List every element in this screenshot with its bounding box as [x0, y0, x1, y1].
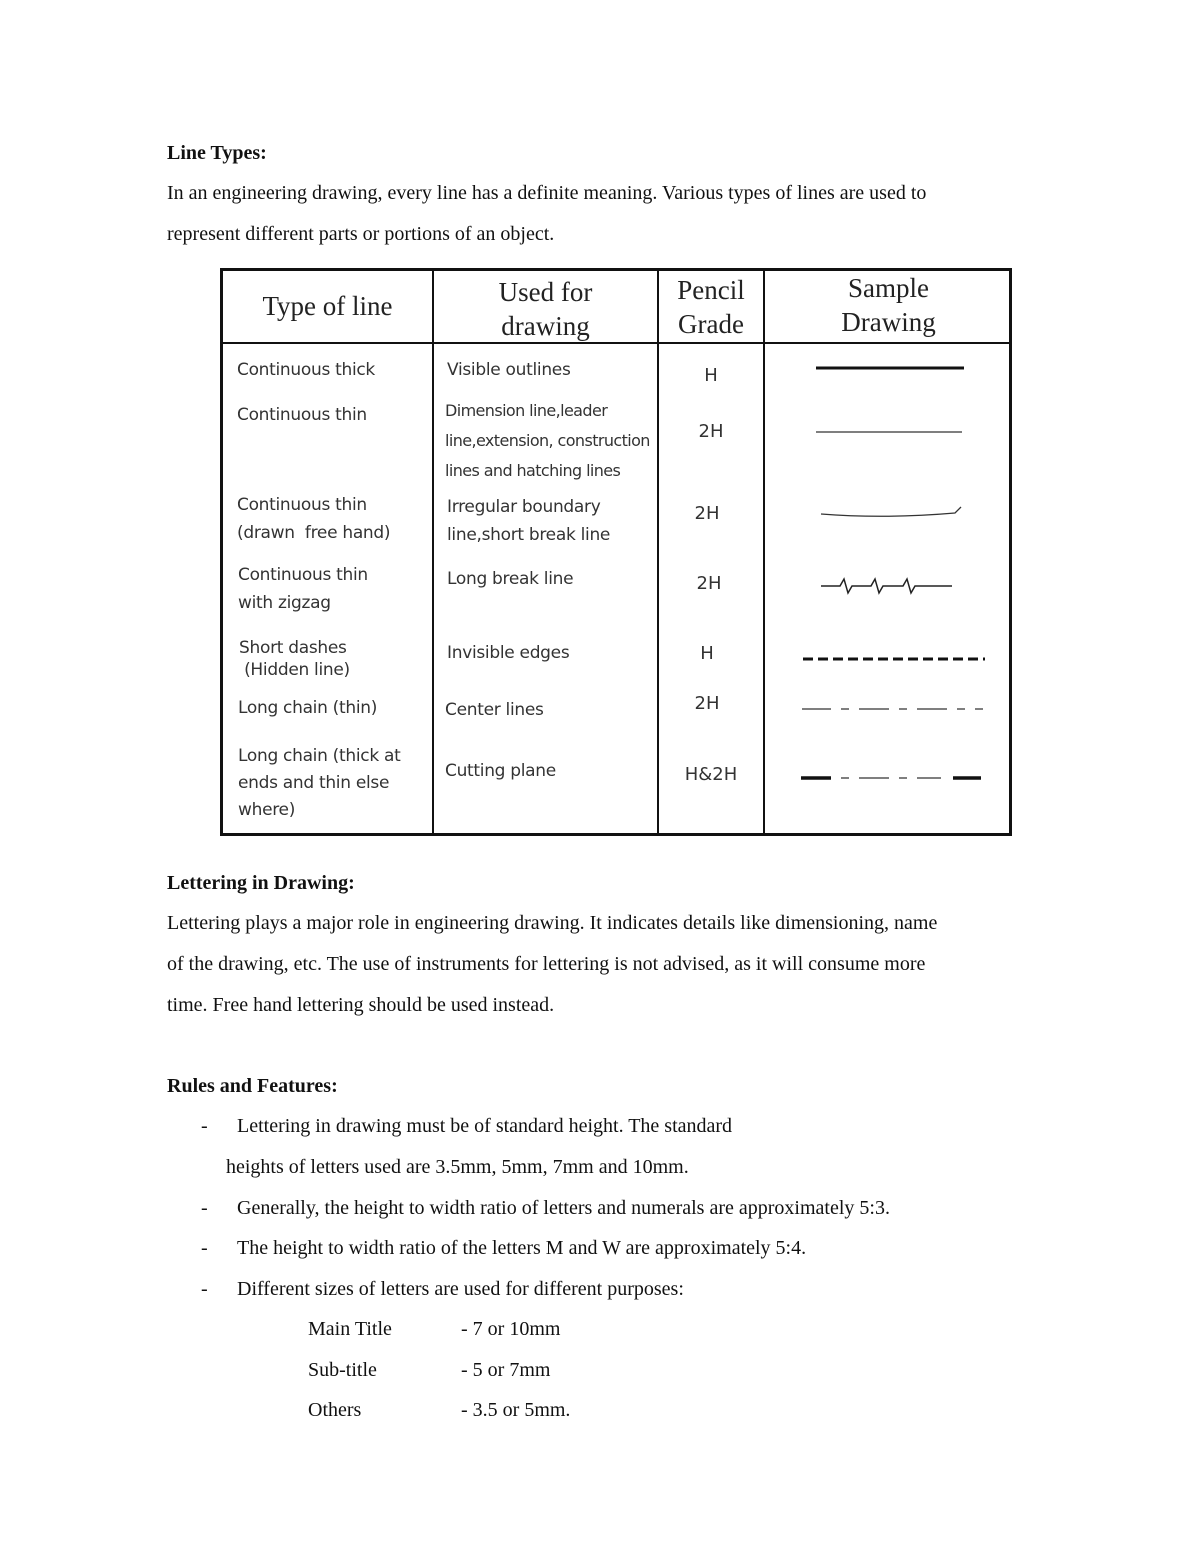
- rule-1-line-1: Lettering in drawing must be of standard height. The standard: [237, 1115, 733, 1137]
- row-type-text: where): [238, 800, 296, 820]
- size-value-sub-title: - 5 or 7mm: [461, 1359, 551, 1381]
- bullet: -: [201, 1115, 208, 1137]
- size-value-others: - 3.5 or 5mm.: [461, 1399, 571, 1421]
- header-used-line-1: Used for: [498, 277, 593, 307]
- row-type-text: Continuous thin: [238, 565, 368, 585]
- lettering-heading: Lettering in Drawing:: [167, 872, 355, 894]
- sample-drawings: [765, 344, 1012, 834]
- row-type-text: Long chain (thin): [238, 698, 378, 718]
- row-type-text: Continuous thick: [237, 360, 375, 380]
- row-type: [238, 694, 377, 722]
- rules-heading: Rules and Features:: [167, 1075, 338, 1097]
- size-value-main-title: - 7 or 10mm: [461, 1318, 561, 1340]
- header-pencil-grade: [659, 273, 763, 341]
- line-types-table: [220, 268, 1012, 836]
- row-type-text: Continuous thin: [237, 405, 367, 425]
- bullet: -: [201, 1237, 208, 1259]
- intro-line-2: represent different parts or portions of an object.: [167, 223, 555, 245]
- lettering-line-2: of the drawing, etc. The use of instruments for lettering is not advised, as it will consume more: [167, 953, 926, 975]
- row-grade: 2H: [694, 693, 720, 714]
- row-used: [445, 696, 544, 724]
- row-used-text: line,short break line: [447, 525, 611, 545]
- header-grade-line-1: Pencil: [677, 275, 745, 305]
- header-grade-line-2: Grade: [678, 309, 744, 339]
- lettering-line-1: Lettering plays a major role in engineering drawing. It indicates details like dimensioning, name: [167, 912, 938, 934]
- row-used-text: Irregular boundary: [447, 497, 601, 517]
- zigzag-line: [821, 579, 952, 593]
- row-type: [237, 401, 367, 429]
- row-used-text: Invisible edges: [447, 643, 570, 663]
- row-used-text: line,extension, construction: [445, 431, 650, 450]
- header-sample-line-2: Drawing: [841, 307, 936, 337]
- header-used-line-2: drawing: [501, 311, 590, 341]
- row-used: [445, 757, 556, 785]
- rule-4: Different sizes of letters are used for different purposes:: [237, 1278, 684, 1300]
- row-type-text: Continuous thin: [237, 495, 367, 515]
- row-used: [447, 493, 610, 549]
- header-sample-drawing: [765, 271, 1012, 339]
- freehand-line: [821, 507, 961, 516]
- bullet: -: [201, 1278, 208, 1300]
- row-type-text: Long chain (thick at: [238, 746, 401, 766]
- line-types-intro: [167, 173, 926, 255]
- row-grade: H: [704, 365, 718, 386]
- rule-3: The height to width ratio of the letters M and W are approximately 5:4.: [237, 1237, 807, 1259]
- row-type-text: with zigzag: [238, 593, 331, 613]
- row-type: [238, 743, 400, 824]
- row-type: [237, 356, 375, 384]
- row-type-text: (drawn free hand): [237, 523, 391, 543]
- intro-line-1: In an engineering drawing, every line has a definite meaning. Various types of lines are used to: [167, 182, 927, 204]
- rule-2: Generally, the height to width ratio of letters and numerals are approximately 5:3.: [237, 1197, 890, 1219]
- row-type-text: Short dashes: [239, 638, 347, 658]
- row-used: [447, 356, 571, 384]
- row-type: [237, 491, 390, 547]
- lettering-line-3: time. Free hand lettering should be used instead.: [167, 994, 555, 1016]
- column-divider: [432, 271, 434, 833]
- row-used-text: Visible outlines: [447, 360, 571, 380]
- row-used-text: lines and hatching lines: [445, 461, 621, 480]
- row-used-text: Cutting plane: [445, 761, 556, 781]
- row-used-text: Long break line: [447, 569, 574, 589]
- row-grade: 2H: [696, 573, 722, 594]
- line-types-heading: Line Types:: [167, 142, 267, 164]
- rule-1-line-2: heights of letters used are 3.5mm, 5mm, 7mm and 10mm.: [226, 1156, 689, 1178]
- lettering-paragraph: [167, 903, 937, 1026]
- row-type: [239, 637, 350, 681]
- row-used-text: Dimension line,leader: [445, 401, 608, 420]
- header-type-of-line: Type of line: [262, 291, 393, 321]
- row-grade: H: [700, 643, 714, 664]
- column-divider: [657, 271, 659, 833]
- size-label-main-title: Main Title: [308, 1318, 392, 1340]
- row-grade: H&2H: [684, 764, 738, 785]
- header-used-for-drawing: [434, 275, 657, 343]
- row-used: [447, 565, 573, 593]
- row-used: [447, 639, 569, 667]
- size-label-sub-title: Sub-title: [308, 1359, 377, 1381]
- row-grade: 2H: [698, 421, 724, 442]
- bullet: -: [201, 1197, 208, 1219]
- row-type: [238, 561, 368, 617]
- size-label-others: Others: [308, 1399, 362, 1421]
- row-grade: 2H: [694, 503, 720, 524]
- row-used: [445, 396, 650, 486]
- row-type-text: ends and thin else: [238, 773, 390, 793]
- row-used-text: Center lines: [445, 700, 544, 720]
- header-sample-line-1: Sample: [848, 273, 929, 303]
- row-type-text: (Hidden line): [239, 660, 350, 680]
